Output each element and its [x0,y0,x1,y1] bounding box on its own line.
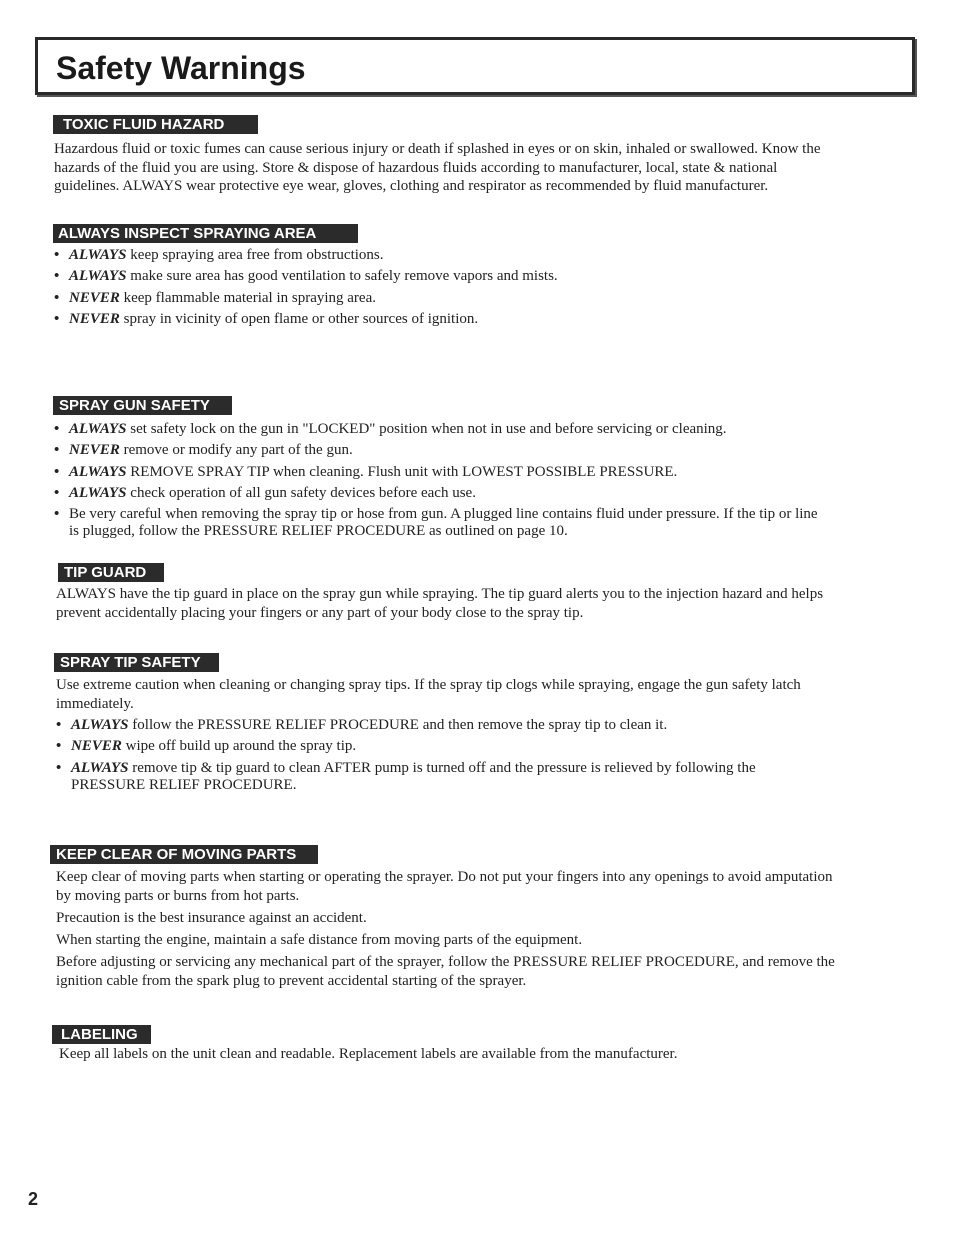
toxic-fluid-text: Hazardous fluid or toxic fumes can cause serious injury or death if splashed in eyes or on skin, inhaled or swallowed. Know the hazards of the fluid you are using. Store & dispose of hazardous fluids according to manufacturer, local, state & national guidelines. ALWAYS wear protective eye wear, gloves, clothing and respirator as recommended by fluid manufacturer. [54,141,821,194]
section-heading-inspect-spraying-area: ALWAYS INSPECT SPRAYING AREA [53,224,358,243]
list-item: • ALWAYS remove tip & tip guard to clean AFTER pump is turned off and the pressure is relieved by following the PRESSURE RELIEF PROCEDURE. [56,760,816,794]
section-heading-labeling: LABELING [52,1025,151,1044]
moving-parts-paragraph-1: Keep clear of moving parts when starting or operating the sprayer. Do not put your fingers into any openings to avoid amputation by moving parts or burns from hot parts. [56,869,833,904]
list-item: • NEVER remove or modify any part of the gun. [54,442,829,459]
list-item: • ALWAYS follow the PRESSURE RELIEF PROCEDURE and then remove the spray tip to clean it. [56,717,816,734]
section-heading-tip-guard: TIP GUARD [58,563,164,582]
spray-gun-bullet-list [54,421,829,544]
list-item: • ALWAYS set safety lock on the gun in "LOCKED" position when not in use and before servicing or cleaning. [54,421,829,438]
page-number: 2 [28,1189,39,1209]
tip-guard-text: ALWAYS have the tip guard in place on the spray gun while spraying. The tip guard alerts you to the injection hazard and helps prevent accidentally placing your fingers or any part of your body close to the spray tip. [56,586,824,621]
list-item: • ALWAYS check operation of all gun safety devices before each use. [54,485,829,502]
list-item: • ALWAYS REMOVE SPRAY TIP when cleaning. Flush unit with LOWEST POSSIBLE PRESSURE. [54,464,829,481]
list-item: • NEVER spray in vicinity of open flame or other sources of ignition. [54,311,834,328]
list-item: • ALWAYS make sure area has good ventilation to safely remove vapors and mists. [54,268,834,285]
list-item: • Be very careful when removing the spray tip or hose from gun. A plugged line contains fluid under pressure. If the tip or line is plugged, follow the PRESSURE RELIEF PROCEDURE as outlined on page 10. [54,506,829,540]
page-title: Safety Warnings [56,50,306,86]
inspect-bullet-list [54,247,834,332]
moving-parts-paragraph-3: When starting the engine, maintain a safe distance from moving parts of the equipment. [56,932,583,948]
spray-tip-bullet-list [56,717,816,798]
list-item: • NEVER keep flammable material in spraying area. [54,290,834,307]
labeling-text: Keep all labels on the unit clean and readable. Replacement labels are available from the manufacturer. [59,1046,678,1062]
page-title-box [35,37,915,95]
spray-tip-safety-text: Use extreme caution when cleaning or changing spray tips. If the spray tip clogs while spraying, engage the gun safety latch immediately. [56,677,801,712]
section-heading-spray-gun-safety: SPRAY GUN SAFETY [53,396,232,415]
moving-parts-paragraph-2: Precaution is the best insurance against an accident. [56,910,367,926]
moving-parts-paragraph-4: Before adjusting or servicing any mechanical part of the sprayer, follow the PRESSURE RELIEF PROCEDURE, and remove the ignition cable from the spark plug to prevent accidental starting of the sprayer. [56,954,835,989]
section-heading-toxic-fluid-hazard: TOXIC FLUID HAZARD [53,115,258,134]
list-item: • NEVER wipe off build up around the spray tip. [56,738,816,755]
list-item: • ALWAYS keep spraying area free from obstructions. [54,247,834,264]
section-heading-keep-clear-moving-parts: KEEP CLEAR OF MOVING PARTS [50,845,318,864]
section-heading-spray-tip-safety: SPRAY TIP SAFETY [54,653,219,672]
